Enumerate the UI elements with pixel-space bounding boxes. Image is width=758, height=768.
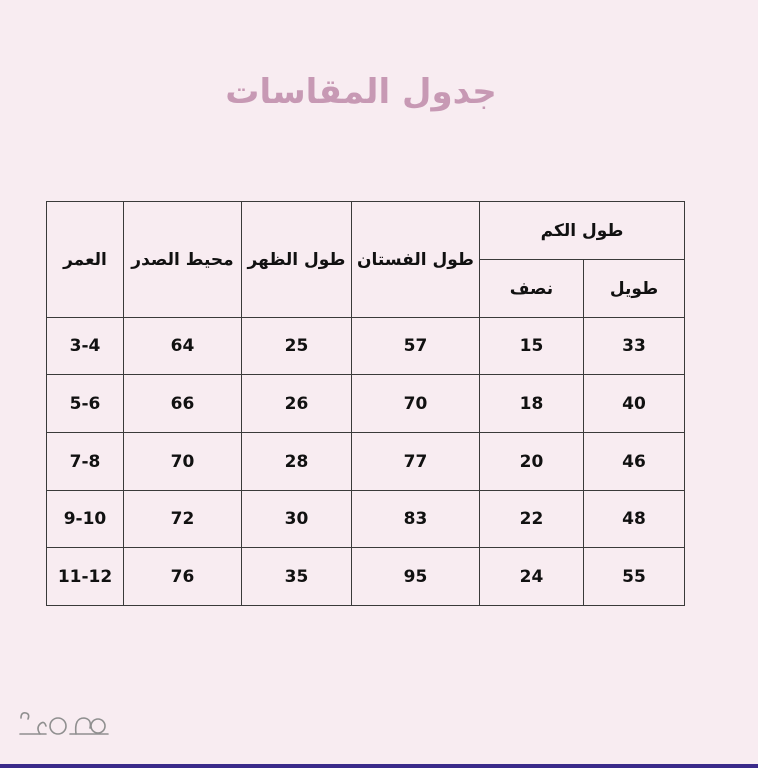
cell-sleeve-long: 33 [584,318,685,375]
table-row [47,548,685,606]
header-chest: محيط الصدر [124,202,242,318]
cell-sleeve-half: 18 [480,375,584,433]
cell-chest: 72 [124,491,242,548]
header-row-top [47,202,685,260]
header-age: العمر [47,202,124,318]
header-dress-length: طول الفستان [352,202,480,318]
cell-dress: 57 [352,318,480,375]
header-sleeve-half: نصف [480,260,584,318]
cell-back: 28 [242,433,352,491]
table-row [47,318,685,375]
cell-age: 11-12 [47,548,124,606]
cell-sleeve-long: 48 [584,491,685,548]
size-chart-table [46,201,685,606]
cell-sleeve-half: 22 [480,491,584,548]
header-back-length: طول الظهر [242,202,352,318]
table-row [47,433,685,491]
cell-back: 30 [242,491,352,548]
table-row [47,375,685,433]
cell-chest: 64 [124,318,242,375]
cell-age: 5-6 [47,375,124,433]
cell-dress: 70 [352,375,480,433]
cell-sleeve-half: 15 [480,318,584,375]
cell-dress: 95 [352,548,480,606]
bottom-accent-bar [0,764,758,768]
cell-back: 25 [242,318,352,375]
cell-sleeve-long: 46 [584,433,685,491]
cell-age: 3-4 [47,318,124,375]
header-sleeve-long: طويل [584,260,685,318]
cell-dress: 83 [352,491,480,548]
cell-chest: 70 [124,433,242,491]
brand-logo [18,704,110,740]
cell-chest: 66 [124,375,242,433]
cell-sleeve-long: 55 [584,548,685,606]
cell-age: 7-8 [47,433,124,491]
cell-chest: 76 [124,548,242,606]
cell-sleeve-long: 40 [584,375,685,433]
cell-dress: 77 [352,433,480,491]
cell-back: 26 [242,375,352,433]
header-sleeve-length: طول الكم [480,202,685,260]
page-title: جدول المقاسات [225,72,497,112]
cell-age: 9-10 [47,491,124,548]
cell-sleeve-half: 24 [480,548,584,606]
cell-back: 35 [242,548,352,606]
cell-sleeve-half: 20 [480,433,584,491]
table-row [47,491,685,548]
